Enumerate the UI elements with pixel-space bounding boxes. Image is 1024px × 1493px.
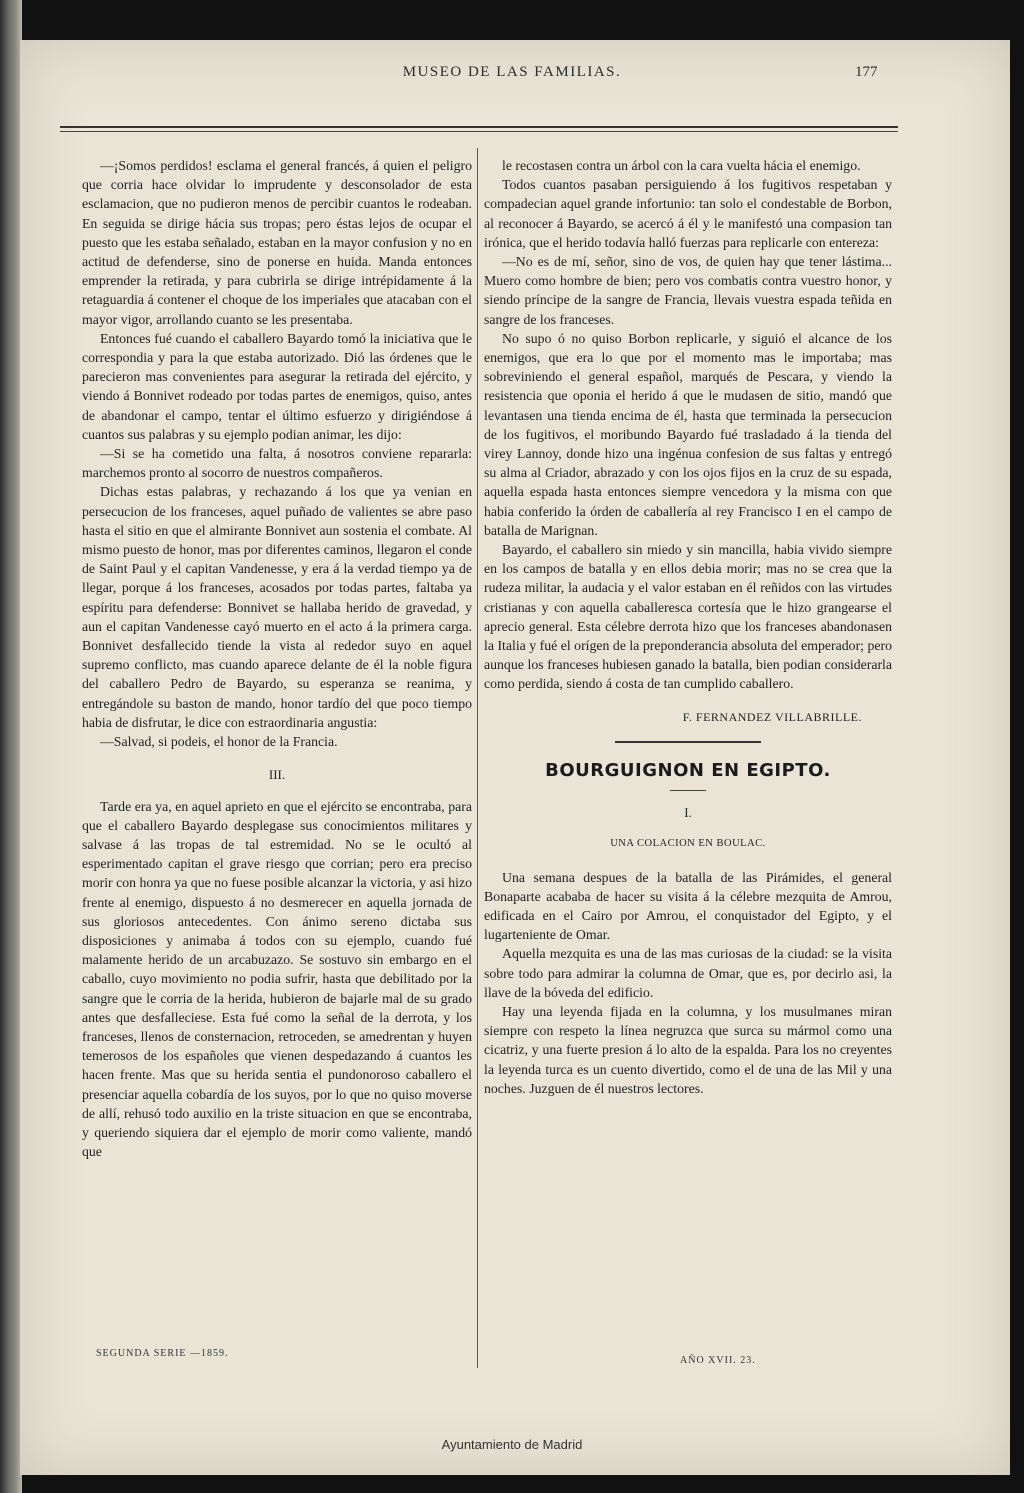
paragraph: Bayardo, el caballero sin miedo y sin mancilla, habia vivido siempre en los campos de batalla y en ellos debia morir; mas no se crea que la rudeza militar, la audacia y el valor estaban en él reñidos con las virtudes cristianas y con aquella caballeresca cortesía que le hizo grangearse el aprecio general. Esta célebre derrota hizo que los franceses abandonasen la Italia y fué el orígen de la preponderancia absoluta del emperador; pero aunque los franceses hubiesen ganado la batalla, bien podian considerarla como perdida, siendo á costa de tan cumplido caballero. [484,542,892,692]
paragraph: No supo ó no quiso Borbon replicarle, y siguió el alcance de los enemigos, que era lo que por el momento mas le importaba; mas sobreviniendo el general español, marqués de Pescara, y viendo la resistencia que oponia el herido á que le mudasen de sitio, mandó que levantasen una tienda encima de él, hasta que terminada la persecucion de los fugitivos, el moribundo Bayardo fué trasladado á la tienda del virey Lannoy, donde hizo una ingénua confesion de sus faltas y entregó su alma al Criador, abrazado y con los ojos fijos en la cruz de su espada, aquella espada hasta entonces siempre vencedora y la misma con que habia conferido la órden de caballería al rey Francisco I en el campo de batalla de Marignan. [484,330,892,538]
right-column [484,156,892,1098]
left-column [82,156,472,1161]
paragraph: —¡Somos perdidos! esclama el general francés, á quien el peligro que corria hace olvidar lo imprudente y desconsolador de esta esclamacion, que no pudieron menos de percibir cuantos le rodeaban. En seguida se dirige hácia sus tropas; pero éstas lejos de ocupar el puesto que les estaba señalado, estaban en la mayor confusion y no en actitud de defenderse, sino de ponerse en huida. Manda entonces emprender la retirada, y para cubrirla se dirige intrépidamente á la retaguardia á contener el choque de los imperiales que atacaban con el mayor vigor, arrollando cuanto se les presentaba. [82,158,472,327]
journal-title: MUSEO DE LAS FAMILIAS. [402,64,622,80]
header-rule [60,126,898,128]
paragraph: —Si se ha cometido una falta, á nosotros conviene repararla: marchemos pronto al socorro de nuestros compañeros. [82,446,472,481]
section-number: III. [268,767,286,783]
paragraph: Tarde era ya, en aquel aprieto en que el ejército se encontraba, para que el caballero Bayardo desplegase sus conocimientos militares y salvase á las tropas de tal estremidad. No se le ocultó al esperimentado capitan el grave riesgo que corrian; pero era preciso morir con honra ya que no fuese posible alcanzar la victoria, y asi hizo frente al enemigo, dispuesto á no desmerecer en aquella jornada de sus gloriosos antecedentes. Con ánimo sereno dictaba sus disposiciones y animaba á todos con su ejemplo, cuando fué malamente herido de un arcabuzazo. Se sostuvo sin embargo en el caballo, cuyo movimiento no podia sufrir, hasta que debilitado por la sangre que le corria de la herida, hubieron de bajarle mal de su grado antes que desfalleciese. Esta fué como la señal de la derrota, y los franceses, llenos de consternacion, retroceden, se amedrentan y huyen temerosos de los españoles que vienen despedazando á cuantos les hacen frente. Mas que su herida sentia el pundonoroso caballero el presenciar aquella cobardía de los suyos, por lo que no quiso moverse de allí, rehusó todo auxilio en la triste situacion en que se encontraba, y queriendo siquiera dar el ejemplo de morir como valiente, mandó que [82,798,472,1160]
article-title: BOURGUIGNON EN EGIPTO. [545,759,831,781]
paragraph: Dichas estas palabras, y rechazando á los que ya venian en persecucion de los franceses, aquel puñado de valientes se abre paso hasta el sitio en que el almirante Bonnivet aun sostenia el combate. Al mismo puesto de honor, mas por diferentes caminos, llegaron el conde de Saint Paul y el capitan Vandenesse, y era á la verdad tiempo ya de llegar, porque á los franceses, acosados por todas partes, faltaba ya espíritu para defenderse: Bonnivet se hallaba herido de gravedad, y aun el capitan Vandenesse cayó muerto en el acto á la primera carga. Bonnivet desfallecido tiende la vista al rededor suyo en aquel supremo conflicto, mas cuando aparece delante de él la noble figura del caballero Pedro de Bayardo, su esperanza se reanima, y entregándole su baston de mando, honor tardío del que poco tiempo habia de disfrutar, le dice con estraordinaria angustia: [82,484,472,730]
column-divider [477,148,478,1368]
article-separator [615,741,761,743]
paragraph: Una semana despues de la batalla de las Pirámides, el general Bonaparte acababa de hacer su visita á la célebre mezquita de Amrou, edificada en el Cairo por Amrou, el conquistador del Egipto, y el lugarteniente de Omar. [484,869,892,943]
author-signature: F. FERNANDEZ VILLABRILLE. [682,709,862,724]
series-footer: SEGUNDA SERIE —1859. [96,1348,229,1359]
page-number: 177 [855,64,878,80]
running-header [0,64,1024,88]
paragraph: Todos cuantos pasaban persiguiendo á los fugitivos respetaban y compadecian aquel grande infortunio: tan solo el condestable de Borbon, al reconocer á Bayardo, se acercó á él y le manifestó una compasion tan irónica, que el herido todavía halló fuerzas para replicarle con entereza: [484,177,892,250]
paragraph: Aquella mezquita es una de las mas curiosas de la ciudad: se la visita sobre todo para admirar la columna de Omar, que es, por decirlo asi, la llave de la bóveda del edificio. [484,946,892,1000]
paragraph: le recostasen contra un árbol con la cara vuelta hácia el enemigo. [502,158,861,173]
year-footer: AÑO XVII. 23. [680,1355,756,1366]
title-underline [670,790,706,791]
chapter-subheading: UNA COLACION EN BOULAC. [610,838,766,850]
paragraph: Hay una leyenda fijada en la columna, y los musulmanes miran siempre con respeto la línea negruzca que surca su mármol como una cicatriz, y una fuerte presion á lo alto de la espalda. Para los no creyentes la leyenda turca es un cuento divertido, como el de una de las Mil y una noches. Juzguen de él nuestros lectores. [484,1003,892,1096]
chapter-number: I. [684,805,692,821]
paragraph: —Salvad, si podeis, el honor de la Francia. [100,734,338,750]
book-spine [0,0,22,1493]
paragraph: —No es de mí, señor, sino de vos, de quien hay que tener lástima... Muero como hombre de bien; pero vos combatis contra vuestro honor, y siendo príncipe de la sangre de Francia, llevais vuestra espada teñida en sangre de los franceses. [484,254,892,327]
paragraph: Entonces fué cuando el caballero Bayardo tomó la iniciativa que le correspondia y para la que estaba autorizado. Dió las órdenes que le parecieron mas convenientes para asegurar la retirada del ejército, y viendo á Bonnivet rodeado por todas partes de enemigos, quiso, antes de abandonar el campo, tentar el último esfuerzo y dirigiéndose á cuantos sus palabras y su ejemplo podian animar, les dijo: [82,330,472,442]
header-rule-thin [60,131,898,132]
archive-credit: Ayuntamiento de Madrid [441,1437,583,1452]
